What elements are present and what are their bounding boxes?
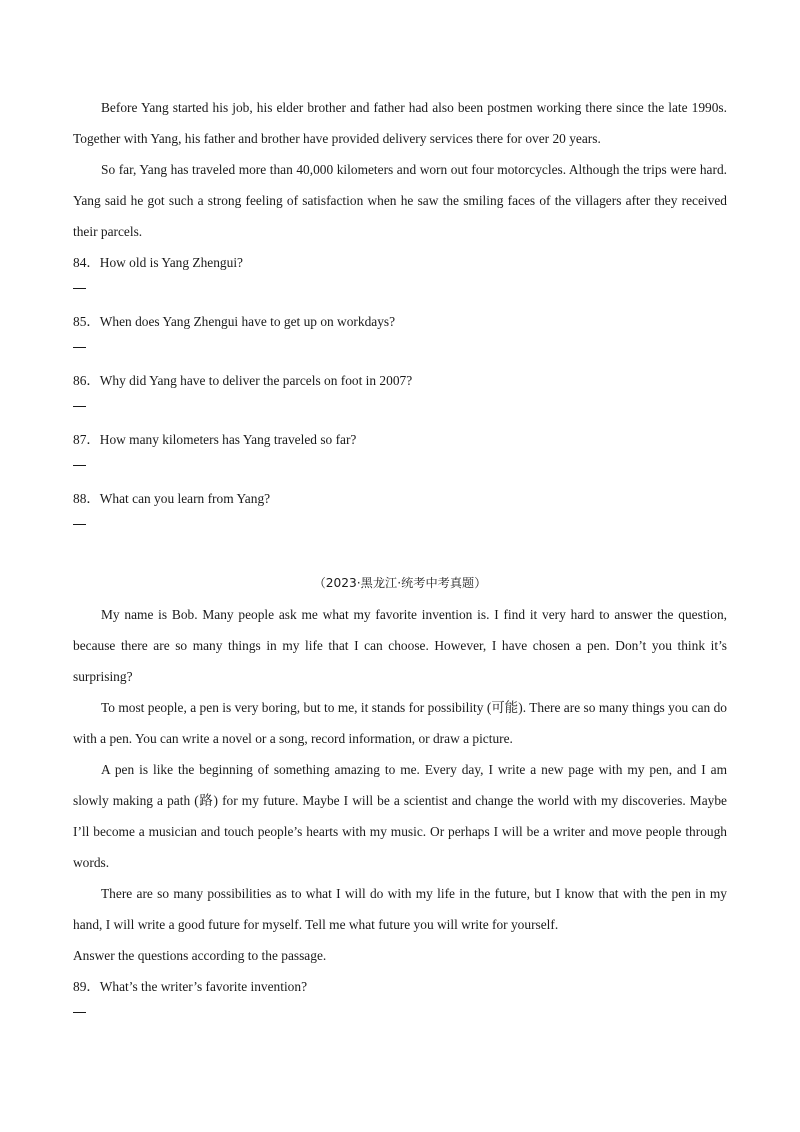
passage2-paragraph-1: My name is Bob. Many people ask me what my favorite invention is. I find it very hard to answer the question, because there are so many things in my life that I can choose. However, I have chosen a pen. Don’t you think it’s surprising? xyxy=(73,607,727,684)
instruction-text: Answer the questions according to the passage. xyxy=(73,948,327,963)
question-list-2 xyxy=(73,971,727,1030)
passage2-paragraph-4: There are so many possibilities as to what I will do with my life in the future, but I know that with the pen in my hand, I will write a good future for myself. Tell me what future you will write for yourself. xyxy=(73,886,727,932)
question-list-1 xyxy=(73,247,727,542)
passage2-paragraph-3: A pen is like the beginning of something amazing to me. Every day, I write a new page with my pen, and I am slowly making a path (路) for my future. Maybe I will be a scientist and change the world with my discoveries. Maybe I’ll become a musician and touch people’s hearts with my music. Or perhaps I will be a writer and move people through words. xyxy=(73,762,727,870)
question-85: 85．When does Yang Zhengui have to get up on workdays? xyxy=(73,314,396,329)
answer-blank-85[interactable] xyxy=(73,337,727,365)
document-page xyxy=(73,92,727,1030)
answer-blank-86[interactable] xyxy=(73,396,727,424)
passage1-paragraph-1: Before Yang started his job, his elder brother and father had also been postmen working there since the late 1990s. Together with Yang, his father and brother have provided delivery services there for over 20 years. xyxy=(73,100,727,146)
answer-blank-89[interactable] xyxy=(73,1002,727,1030)
source-heading: （2023·黑龙江·统考中考真题） xyxy=(313,576,487,590)
answer-blank-84[interactable] xyxy=(73,278,727,306)
passage1-paragraph-2: So far, Yang has traveled more than 40,000 kilometers and worn out four motorcycles. Although the trips were hard. Yang said he got such a strong feeling of satisfaction when he saw the smiling faces of the villagers after they received their parcels. xyxy=(73,162,727,239)
passage2-paragraph-2: To most people, a pen is very boring, but to me, it stands for possibility (可能). There are so many things you can do with a pen. You can write a novel or a song, record information, or draw a picture. xyxy=(73,700,727,746)
answer-blank-87[interactable] xyxy=(73,455,727,483)
question-88: 88．What can you learn from Yang? xyxy=(73,491,271,506)
question-84: 84．How old is Yang Zhengui? xyxy=(73,255,243,270)
answer-blank-88[interactable] xyxy=(73,514,727,542)
question-87: 87．How many kilometers has Yang traveled so far? xyxy=(73,432,357,447)
question-89: 89．What’s the writer’s favorite invention? xyxy=(73,979,308,994)
question-86: 86．Why did Yang have to deliver the parcels on foot in 2007? xyxy=(73,373,413,388)
